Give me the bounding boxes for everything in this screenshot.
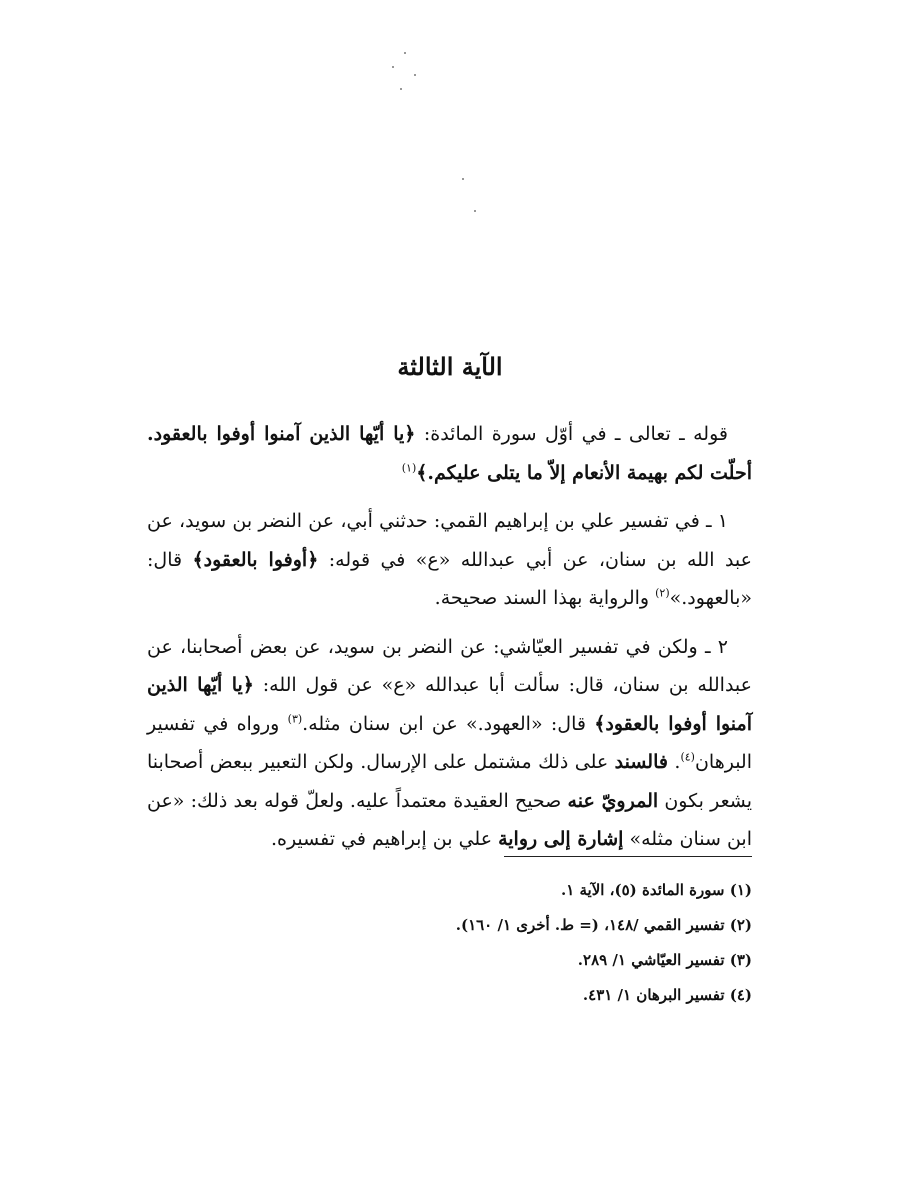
scan-speck (400, 88, 402, 90)
paragraph-verse (147, 415, 752, 492)
narration-2-punct: . (667, 751, 681, 773)
quran-verse: يا أيّها الذين آمنوا أوفوا بالعقود. أحلّت لكم بهيمة الأنعام إلاّ ما يتلى عليكم. (147, 423, 752, 484)
quran-ornament-close-icon: ﴾ (594, 712, 606, 735)
narration-1-answer: قال: «بالعهود.» (147, 548, 752, 609)
scan-speck (392, 66, 394, 68)
footnote-ref-3: (٣) (287, 712, 303, 726)
paragraph-narration-1 (147, 502, 752, 618)
scan-speck (462, 178, 464, 180)
narration-2-comment-2: صحيح العقيدة معتمداً عليه. ولعلّ قوله بعد ذلك: «عن ابن سنان مثله» (147, 789, 752, 850)
narration-1-text: ١ ـ في تفسير علي بن إبراهيم القمي: حدثني أبي، عن النضر بن سويد، عن عبد الله بن سنان، عن أبي عبدالله «ع» في قوله: (147, 510, 752, 571)
footnote-ref-4: (٤) (680, 750, 695, 764)
paragraph-verse-intro: قوله ـ تعالى ـ في أوّل سورة المائدة: (415, 423, 728, 445)
paragraph-narration-2 (147, 628, 752, 859)
quran-ornament-open-icon: ﴿ (404, 423, 416, 445)
emphasis-chain: فالسند (614, 751, 668, 773)
footnote-4: (٤) تفسير البرهان ١/ ٤٣١. (582, 986, 752, 1004)
section-title: الآية الثالثة (397, 352, 503, 381)
footnote-ref-1: (١) (401, 461, 417, 475)
emphasis-narrated: المرويّ عنه (567, 789, 659, 812)
footnote-3: (٣) تفسير العيّاشي ١/ ٢٨٩. (577, 951, 752, 969)
quran-ornament-close-icon: ﴾ (416, 461, 428, 484)
footnotes (147, 873, 752, 1013)
footnote-2: (٢) تفسير القمي /١٤٨، (= ط. أخرى ١/ ١٦٠). (455, 916, 752, 934)
narration-2-burhan: ورواه في تفسير البرهان (147, 712, 752, 773)
footnote-ref-2: (٢) (655, 586, 670, 600)
narration-2-answer: قال: «العهود.» عن ابن سنان مثله. (302, 712, 595, 735)
main-text (147, 415, 752, 869)
quran-ornament-open-icon: ﴿ (242, 674, 254, 696)
footnote-1: (١) سورة المائدة (٥)، الآية ١. (560, 881, 752, 899)
narration-2-comment: على ذلك مشتمل على الإرسال. ولكن التعبير ببعض أصحابنا يشعر بكون (147, 751, 752, 812)
quran-ornament-open-icon: ﴿ (307, 548, 319, 571)
scan-speck (474, 210, 476, 212)
quran-ornament-close-icon: ﴾ (192, 548, 204, 571)
footnote-separator (504, 856, 752, 857)
scan-speck (414, 74, 416, 76)
narration-1-verdict: والرواية بهذا السند صحيحة. (434, 587, 656, 609)
emphasis-reference: إشارة إلى رواية (498, 828, 624, 850)
scan-speck (404, 52, 406, 54)
narration-2-closing: علي بن إبراهيم في تفسيره. (270, 828, 499, 850)
quran-quote: يا أيّها الذين آمنوا أوفوا بالعقود (147, 674, 752, 735)
narration-2-text: ٢ ـ ولكن في تفسير العيّاشي: عن النضر بن سويد، عن بعض أصحابنا، عن عبدالله بن سنان، قال: سألت أبا عبدالله «ع» عن قول الله: (147, 635, 753, 696)
quran-quote: أوفوا بالعقود (203, 548, 308, 571)
